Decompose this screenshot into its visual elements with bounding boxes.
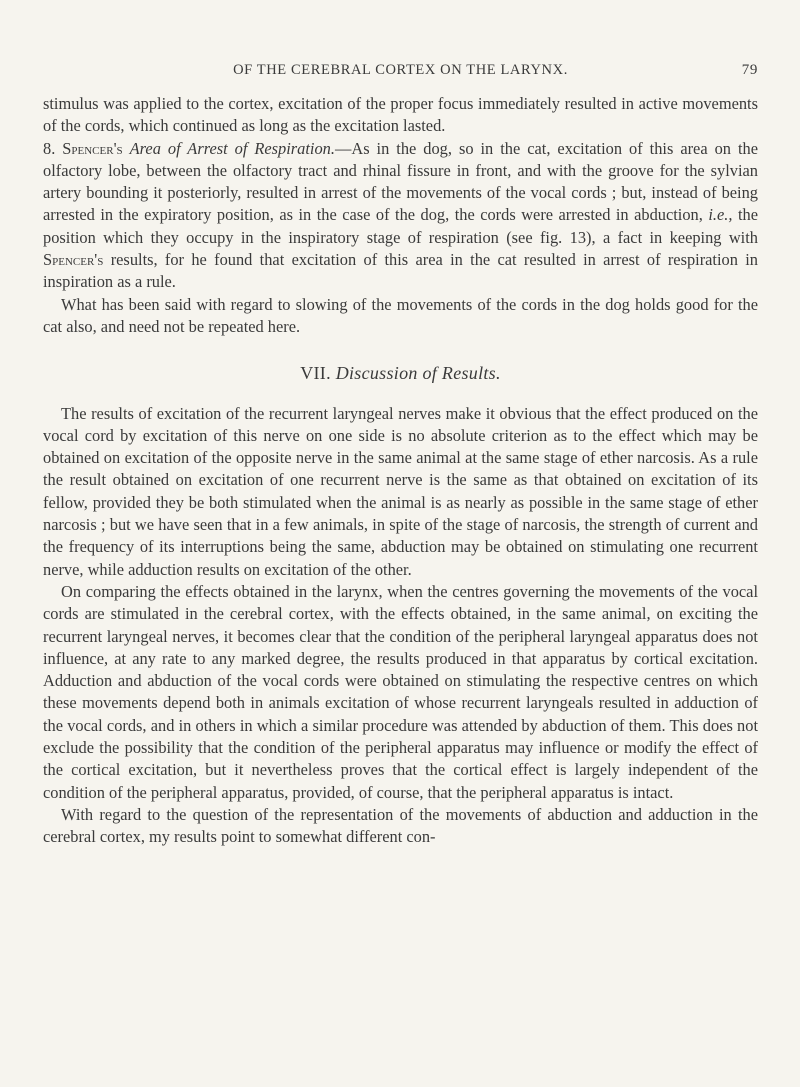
paragraph-text-2: the position which they occupy in the inspiratory stage of respiration (see fig. 13), a fact in keeping with — [43, 205, 758, 247]
item-number: 8. — [43, 138, 56, 158]
page-number: 79 — [741, 62, 758, 78]
paragraph-recurrent-results: The results of excitation of the recurrent laryngeal nerves make it obvious that the effect produced on the vocal cord by excitation of this nerve on one side is no absolute criterion as to the effect which may be obtained on excitation of the opposite nerve in the same animal at the same stage of ether narcosis. As a rule the result obtained on excitation of one recurrent nerve is the same as that obtained on excitation of its fellow, provided they be both stimulated when the animal is as nearly as possible in the same stage of ether narcosis ; but we have seen that in a few animals, in spite of the stage of narcosis, the strength of current and the frequency of its interruptions being the same, abduction may be obtained on stimulating one recurrent nerve, while adduction results on excitation of the other. — [43, 403, 758, 579]
paragraph-text-3: results, for he found that excitation of this area in the cat resulted in arrest of respiration in inspiration as a rule. — [43, 250, 758, 292]
section-heading — [43, 362, 758, 384]
running-title: OF THE CEREBRAL CORTEX ON THE LARYNX. — [233, 62, 568, 78]
paragraph-continuation: stimulus was applied to the cortex, excitation of the proper focus immediately resulted in active movements of the cords, which continued as long as the excitation lasted. — [43, 94, 758, 136]
author-name: Spencer's — [62, 138, 123, 158]
author-name-2: Spencer's — [43, 250, 104, 270]
paragraph-spencer-area — [43, 138, 758, 294]
paragraph-slowing: What has been said with regard to slowing of the movements of the cords in the dog holds good for the cat also, and need not be repeated here. — [43, 294, 758, 336]
abbreviation-ie: i.e., — [708, 205, 733, 225]
subsection-title: Area of Arrest of Respiration. — [129, 138, 335, 158]
section-number: VII. — [300, 363, 331, 384]
paragraph-representation: With regard to the question of the representation of the movements of abduction and adduction in the cerebral cortex, my results point to somewhat different con- — [43, 804, 758, 847]
section-title: Discussion of Results. — [335, 363, 501, 384]
paragraph-text: —As in the dog, so in the cat, excitation of this area on the olfactory lobe, between the olfactory tract and rhinal fissure in front, and with the groove for the sylvian artery bounding it posteriorly, resulted in arrest of the movements of the vocal cords ; but, instead of being arrested in the expiratory position, as in the case of the dog, the cords were arrested in abduction, — [43, 138, 758, 225]
body-text — [43, 93, 758, 849]
paragraph-comparing-effects: On comparing the effects obtained in the larynx, when the centres governing the movements of the vocal cords are stimulated in the cerebral cortex, with the effects obtained, in the same animal, on exciting the recurrent laryngeal nerves, it becomes clear that the condition of the peripheral laryngeal apparatus does not influence, at any rate to any marked degree, the results produced in that apparatus by cortical excitation. Adduction and abduction of the vocal cords were obtained on stimulating the respective centres on which these movements depend both in animals excitation of whose recurrent laryngeals resulted in adduction of the vocal cords, and in others in which a similar procedure was attended by abduction of them. This does not exclude the possibility that the condition of the peripheral apparatus may influence or modify the effect of the cortical excitation, but it nevertheless proves that the cortical effect is largely independent of the condition of the peripheral apparatus, provided, of course, that the peripheral apparatus is intact. — [43, 581, 758, 802]
running-head — [43, 62, 758, 82]
